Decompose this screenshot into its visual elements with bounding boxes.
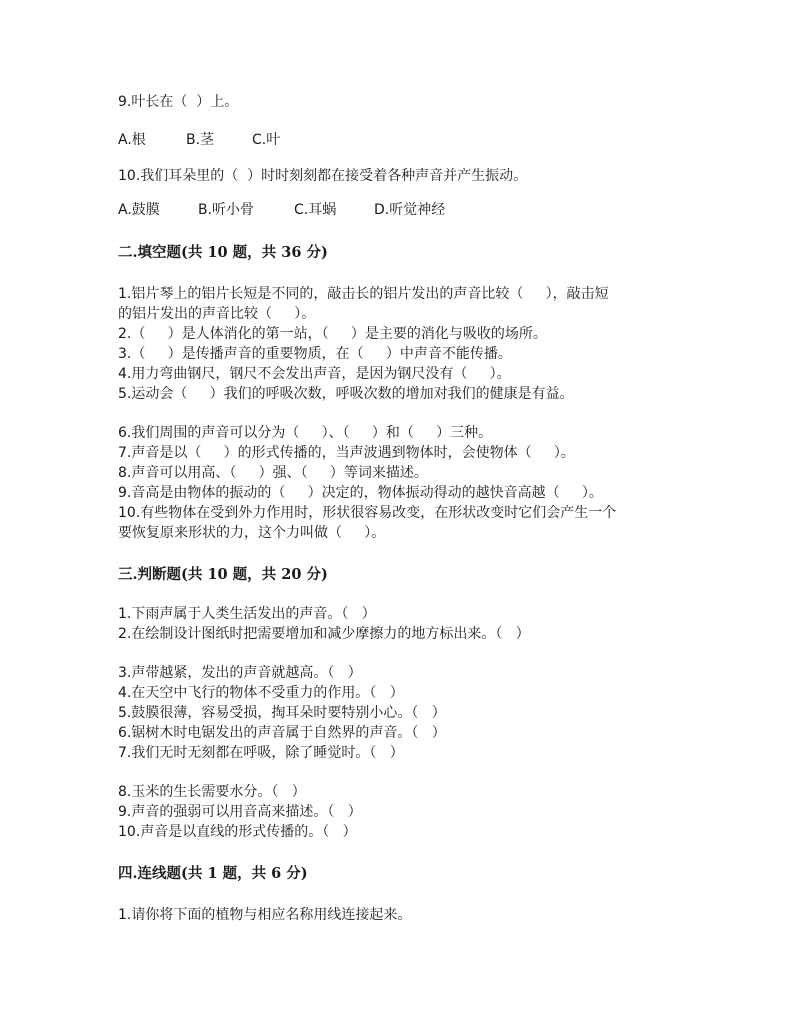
option-b: B.茎: [186, 132, 215, 148]
option-a: A.鼓膜: [118, 202, 160, 218]
judge-item: 10.声音是以直线的形式传播的。（ ）: [118, 824, 357, 840]
fill-item: 4.用力弯曲钢尺，钢尺不会发出声音，是因为钢尺没有（ ）。: [118, 366, 511, 382]
judge-item: 9.声音的强弱可以用音高来描述。（ ）: [118, 804, 362, 820]
judge-item: 5.鼓膜很薄，容易受损，掏耳朵时要特别小心。（ ）: [118, 705, 446, 721]
judge-item: 6.锯树木时电锯发出的声音属于自然界的声音。（ ）: [118, 725, 446, 741]
fill-item: 2.（ ）是人体消化的第一站，（ ）是主要的消化与吸收的场所。: [118, 326, 547, 342]
option-a: A.根: [118, 132, 146, 148]
section-2-title: 二.填空题(共 10 题，共 36 分): [118, 244, 328, 261]
judge-item: 4.在天空中飞行的物体不受重力的作用。（ ）: [118, 685, 404, 701]
judge-item: 8.玉米的生长需要水分。（ ）: [118, 784, 306, 800]
option-c: C.耳蜗: [294, 202, 337, 218]
option-c: C.叶: [252, 132, 281, 148]
question-9: 9.叶长在（ ）上。: [118, 94, 239, 110]
fill-item: 要恢复原来形状的力，这个力叫做（ ）。: [118, 525, 386, 541]
judge-item: 1.下雨声属于人类生活发出的声音。（ ）: [118, 606, 376, 622]
judge-item: 7.我们无时无刻都在呼吸，除了睡觉时。（ ）: [118, 745, 404, 761]
section-3-title: 三.判断题(共 10 题，共 20 分): [118, 566, 328, 583]
judge-item: 2.在绘制设计图纸时把需要增加和减少摩擦力的地方标出来。（ ）: [118, 626, 530, 642]
fill-item: 8.声音可以用高、（ ）强、（ ）等词来描述。: [118, 465, 428, 481]
question-10: 10.我们耳朵里的（ ）时时刻刻都在接受着各种声音并产生振动。: [118, 168, 528, 184]
fill-item: 7.声音是以（ ）的形式传播的，当声波遇到物体时，会使物体（ ）。: [118, 445, 575, 461]
option-d: D.听觉神经: [374, 202, 446, 218]
fill-item: 10.有些物体在受到外力作用时，形状很容易改变，在形状改变时它们会产生一个: [118, 505, 617, 521]
fill-item: 5.运动会（ ）我们的呼吸次数，呼吸次数的增加对我们的健康是有益。: [118, 386, 574, 402]
fill-item: 的铝片发出的声音比较（ ）。: [118, 306, 316, 322]
option-b: B.听小骨: [198, 202, 255, 218]
fill-item: 6.我们周围的声音可以分为（ ）、（ ）和（ ）三种。: [118, 425, 493, 441]
section-4-title: 四.连线题(共 1 题，共 6 分): [118, 865, 308, 882]
fill-item: 9.音高是由物体的振动的（ ）决定的，物体振动得动的越快音高越（ ）。: [118, 485, 603, 501]
fill-item: 3.（ ）是传播声音的重要物质，在（ ）中声音不能传播。: [118, 346, 512, 362]
judge-item: 3.声带越紧，发出的声音就越高。（ ）: [118, 665, 362, 681]
matching-item: 1.请你将下面的植物与相应名称用线连接起来。: [118, 907, 412, 923]
fill-item: 1.铝片琴上的铝片长短是不同的，敲击长的铝片发出的声音比较（ ），敲击短: [118, 286, 609, 302]
